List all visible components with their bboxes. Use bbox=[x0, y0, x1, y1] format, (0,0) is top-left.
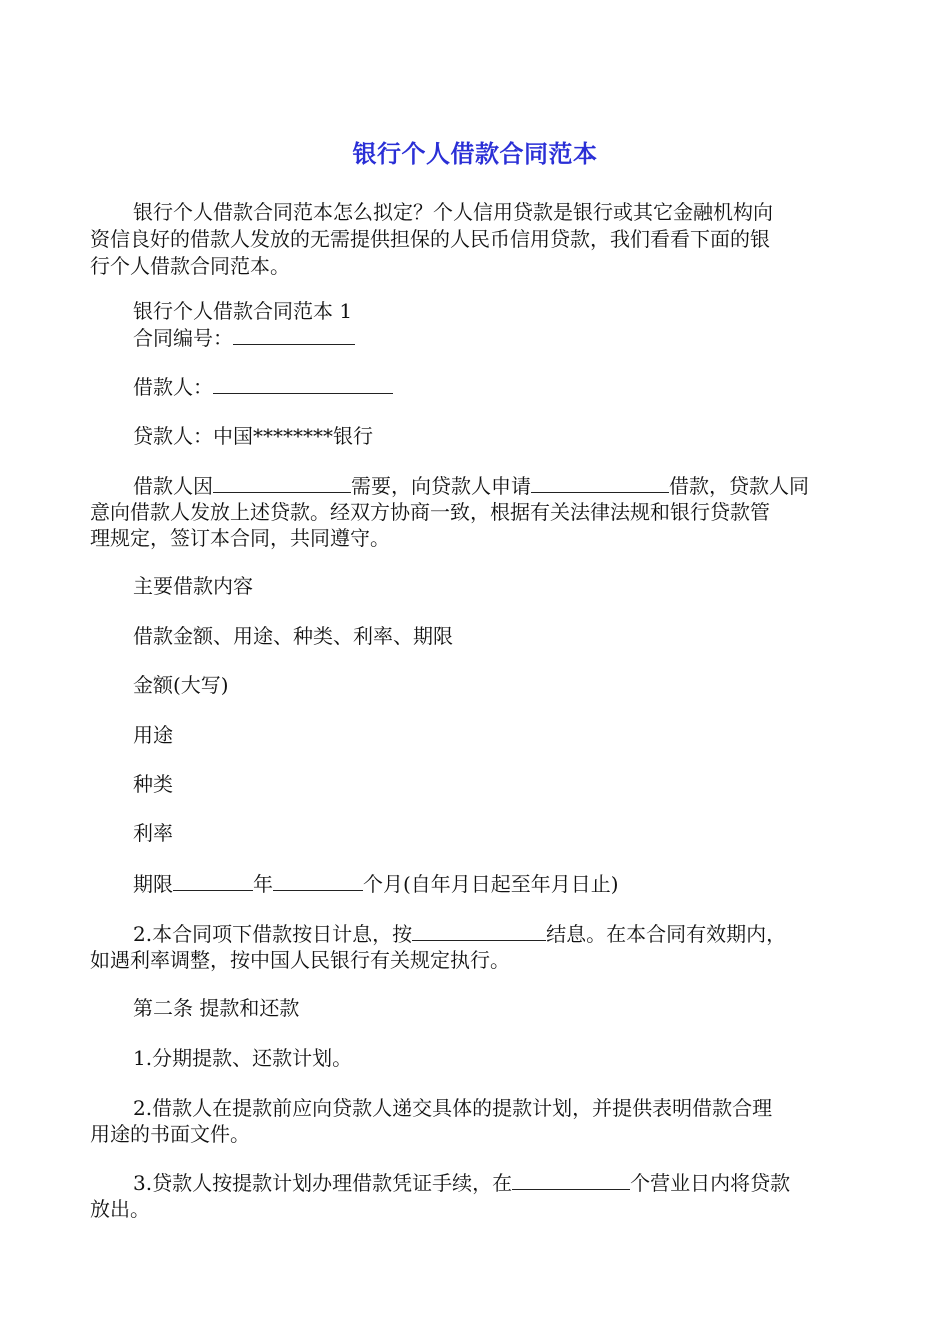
item2-line-1: 2.借款人在提款前应向贷款人递交具体的提款计划，并提供表明借款合理 bbox=[133, 1096, 773, 1120]
intro-line-3: 行个人借款合同范本。 bbox=[90, 254, 290, 278]
contract-number-blank bbox=[233, 326, 355, 345]
contract-number-label: 合同编号： bbox=[133, 326, 233, 350]
item1: 1.分期提款、还款计划。 bbox=[133, 1046, 353, 1070]
term-text-a: 期限 bbox=[133, 872, 173, 896]
main-content-heading: 主要借款内容 bbox=[133, 574, 253, 598]
term-line bbox=[133, 871, 619, 897]
items-title: 借款金额、用途、种类、利率、期限 bbox=[133, 624, 453, 648]
preamble-line-1 bbox=[133, 473, 809, 499]
contract-number-line bbox=[133, 325, 355, 351]
sample-heading: 银行个人借款合同范本 1 bbox=[133, 299, 353, 323]
preamble-text-c: 借款，贷款人同 bbox=[669, 474, 809, 498]
clause2-text-b: 结息。在本合同有效期内， bbox=[546, 922, 787, 946]
item2-line-2: 用途的书面文件。 bbox=[90, 1122, 250, 1146]
clause2-line-1 bbox=[133, 921, 786, 947]
preamble-line-2: 意向借款人发放上述贷款。经双方协商一致，根据有关法律法规和银行贷款管 bbox=[90, 500, 770, 524]
item3-text-b: 个营业日内将贷款 bbox=[630, 1171, 791, 1195]
type-label: 种类 bbox=[133, 772, 173, 796]
preamble-text-a: 借款人因 bbox=[133, 474, 213, 498]
lender-line: 贷款人：中国********银行 bbox=[133, 424, 373, 448]
preamble-line-3: 理规定，签订本合同，共同遵守。 bbox=[90, 526, 390, 550]
purpose-blank bbox=[213, 474, 351, 493]
amount-blank bbox=[531, 474, 669, 493]
document-title: 银行个人借款合同范本 bbox=[352, 140, 598, 168]
item3-line-2: 放出。 bbox=[90, 1197, 150, 1221]
item3-text-a: 3.贷款人按提款计划办理借款凭证手续，在 bbox=[133, 1171, 513, 1195]
term-text-c: 个月(自年月日起至年月日止) bbox=[363, 872, 619, 896]
item3-line-1 bbox=[133, 1170, 790, 1196]
intro-line-1: 银行个人借款合同范本怎么拟定？个人信用贷款是银行或其它金融机构向 bbox=[133, 200, 773, 224]
years-blank bbox=[173, 872, 253, 891]
intro-line-2: 资信良好的借款人发放的无需提供担保的人民币信用贷款，我们看看下面的银 bbox=[90, 227, 770, 251]
rate-label: 利率 bbox=[133, 821, 173, 845]
borrower-blank bbox=[213, 375, 393, 394]
business-days-blank bbox=[512, 1171, 630, 1190]
months-blank bbox=[273, 872, 363, 891]
interest-blank bbox=[412, 922, 546, 941]
purpose-label: 用途 bbox=[133, 723, 173, 747]
amount-label: 金额(大写) bbox=[133, 673, 229, 697]
clause2-line-2: 如遇利率调整，按中国人民银行有关规定执行。 bbox=[90, 948, 510, 972]
term-text-b: 年 bbox=[253, 872, 273, 896]
borrower-line bbox=[133, 374, 393, 400]
clause2-text-a: 2.本合同项下借款按日计息，按 bbox=[133, 922, 413, 946]
article2-heading: 第二条 提款和还款 bbox=[133, 996, 300, 1020]
borrower-label: 借款人： bbox=[133, 375, 213, 399]
preamble-text-b: 需要，向贷款人申请 bbox=[351, 474, 531, 498]
